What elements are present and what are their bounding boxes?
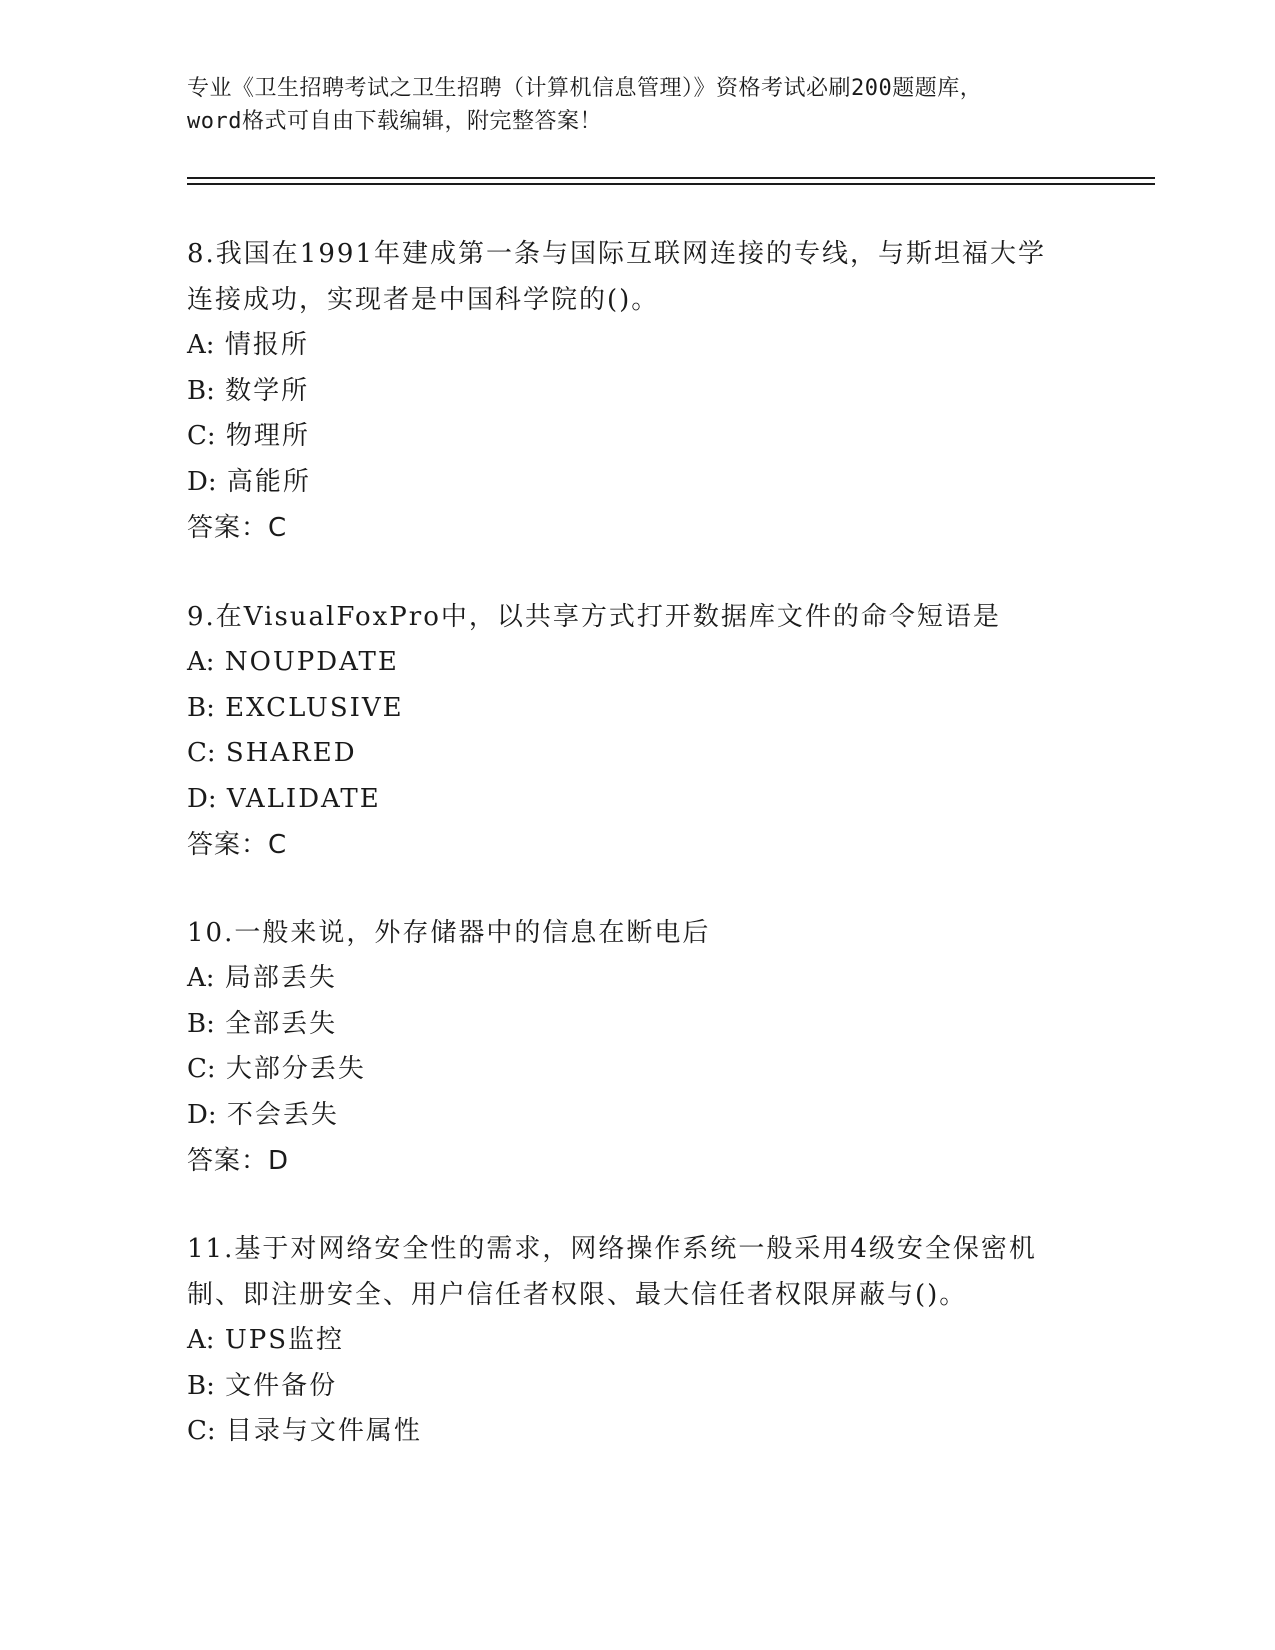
option-text: 数学所 [225,375,310,406]
option-letter: D: [187,466,217,497]
option-text: 目录与文件属性 [225,1416,422,1446]
option-letter: A: [187,330,215,360]
question-stem-line: 9.在VisualFoxPro中，以共享方式打开数据库文件的命令短语是 [187,602,1001,632]
option-text: VALIDATE [226,783,381,814]
option-d [187,460,1087,506]
option-letter: A: [187,1325,215,1355]
option-letter: A: [187,647,215,677]
option-letter: D: [187,1099,217,1130]
option-text: 全部丢失 [225,1008,338,1039]
option-letter: B: [187,375,215,406]
option-text: 不会丢失 [226,1099,339,1130]
option-text: SHARED [225,738,357,768]
question-stem-line: 11.基于对网络安全性的需求，网络操作系统一般采用4级安全保密机 [187,1234,1037,1264]
option-letter: C: [187,1054,216,1084]
option-letter: C: [187,738,216,768]
option-text: 高能所 [226,466,311,497]
question-10 [187,910,1087,1184]
document-header [187,72,1087,138]
header-line-1: 专业《卫生招聘考试之卫生招聘（计算机信息管理）》资格考试必刷200题题库， [187,76,983,101]
answer-label: 答案：D [187,1146,290,1176]
option-c [187,414,1087,460]
question-stem-line: 连接成功，实现者是中国科学院的()。 [187,285,660,315]
option-c [187,731,1087,777]
header-divider-bottom [187,183,1155,185]
option-letter: C: [187,1416,216,1446]
option-a [187,1318,1087,1364]
answer-label: 答案：C [187,513,288,543]
option-letter: D: [187,783,217,814]
option-text: 局部丢失 [224,963,337,993]
answer-label: 答案：C [187,830,288,860]
option-b [187,1002,1087,1048]
option-b [187,1364,1087,1410]
option-letter: B: [187,692,215,723]
option-b [187,369,1087,415]
option-text: EXCLUSIVE [225,692,404,723]
option-text: 文件备份 [225,1370,338,1401]
option-letter: B: [187,1370,215,1401]
question-stem-line: 8.我国在1991年建成第一条与国际互联网连接的专线，与斯坦福大学 [187,239,1046,269]
question-8 [187,231,1087,551]
option-letter: A: [187,963,215,993]
option-d [187,1093,1087,1139]
option-a [187,956,1087,1002]
option-b [187,686,1087,732]
option-a [187,640,1087,686]
option-a [187,323,1087,369]
header-divider-top [187,177,1155,179]
option-text: 物理所 [225,421,310,451]
option-d [187,777,1087,823]
header-line-2: word格式可自由下载编辑，附完整答案！ [187,109,602,134]
question-11 [187,1226,1087,1455]
question-stem-line: 制、即注册安全、用户信任者权限、最大信任者权限屏蔽与()。 [187,1280,968,1310]
question-9 [187,594,1087,868]
option-letter: B: [187,1008,215,1039]
question-stem-line: 10.一般来说，外存储器中的信息在断电后 [187,918,711,948]
option-text: 情报所 [224,330,309,360]
option-text: UPS监控 [224,1325,345,1355]
option-letter: C: [187,421,216,451]
option-text: 大部分丢失 [225,1054,366,1084]
option-c [187,1409,1087,1455]
option-c [187,1047,1087,1093]
option-text: NOUPDATE [224,647,399,677]
